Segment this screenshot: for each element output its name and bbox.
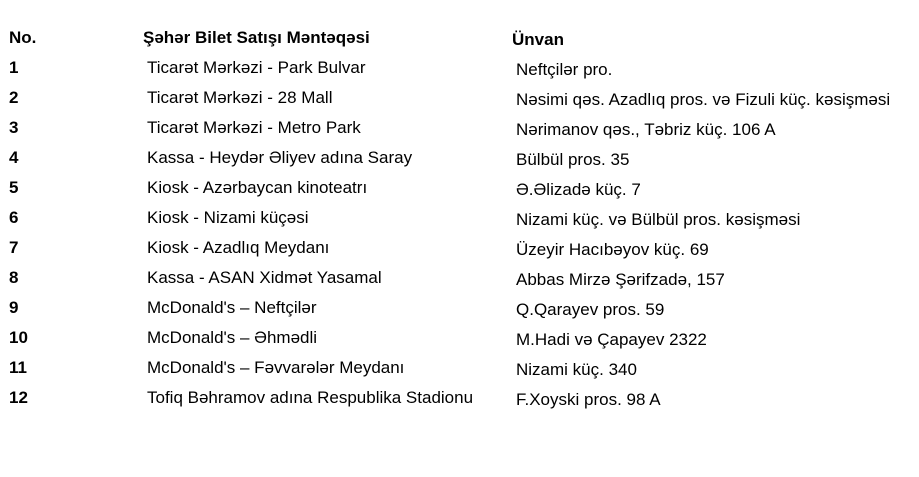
row-address: Nizami küç. və Bülbül pros. kəsişməsi xyxy=(516,210,801,229)
table-row xyxy=(0,208,919,238)
table-row xyxy=(0,148,919,178)
row-address: Nəsimi qəs. Azadlıq pros. və Fizuli küç. kəsişməsi xyxy=(516,90,891,109)
table-row xyxy=(0,268,919,298)
row-name: Kassa - Heydər Əliyev adına Saray xyxy=(147,148,413,167)
header-address: Ünvan xyxy=(512,30,564,49)
row-no: 7 xyxy=(9,238,19,257)
table-row xyxy=(0,298,919,328)
row-address: Q.Qarayev pros. 59 xyxy=(516,300,665,319)
row-address: Neftçilər pro. xyxy=(516,60,613,79)
row-no: 8 xyxy=(9,268,19,287)
row-address: Nizami küç. 340 xyxy=(516,360,637,379)
row-name: McDonald's – Əhmədli xyxy=(147,328,318,347)
table-header-row xyxy=(0,28,919,58)
row-no: 9 xyxy=(9,298,19,317)
row-name: McDonald's – Neftçilər xyxy=(147,298,317,317)
table-row xyxy=(0,58,919,88)
row-address: Nərimanov qəs., Təbriz küç. 106 A xyxy=(516,120,776,139)
row-name: McDonald's – Fəvvarələr Meydanı xyxy=(147,358,405,377)
row-name: Kiosk - Azərbaycan kinoteatrı xyxy=(147,178,368,197)
table-row xyxy=(0,358,919,388)
row-name: Kassa - ASAN Xidmət Yasamal xyxy=(147,268,382,287)
row-no: 10 xyxy=(9,328,28,347)
table-row xyxy=(0,328,919,358)
row-no: 11 xyxy=(9,358,27,377)
header-name: Şəhər Bilet Satışı Məntəqəsi xyxy=(143,28,370,47)
row-address: M.Hadi və Çapayev 2322 xyxy=(516,330,707,349)
row-no: 12 xyxy=(9,388,28,407)
row-no: 6 xyxy=(9,208,19,227)
row-no: 3 xyxy=(9,118,19,137)
row-no: 2 xyxy=(9,88,19,107)
table-row xyxy=(0,388,919,418)
table-row xyxy=(0,118,919,148)
row-address: F.Xoyski pros. 98 A xyxy=(516,390,661,409)
row-address: Bülbül pros. 35 xyxy=(516,150,630,169)
row-name: Tofiq Bəhramov adına Respublika Stadionu xyxy=(147,388,474,407)
row-address: Üzeyir Hacıbəyov küç. 69 xyxy=(516,240,709,259)
table-row xyxy=(0,238,919,268)
row-name: Ticarət Mərkəzi - Metro Park xyxy=(147,118,361,137)
row-name: Kiosk - Nizami küçəsi xyxy=(147,208,309,227)
table-row xyxy=(0,178,919,208)
row-name: Ticarət Mərkəzi - Park Bulvar xyxy=(147,58,366,77)
row-name: Ticarət Mərkəzi - 28 Mall xyxy=(147,88,333,107)
row-address: Ə.Əlizadə küç. 7 xyxy=(516,180,641,199)
row-name: Kiosk - Azadlıq Meydanı xyxy=(147,238,330,257)
row-no: 4 xyxy=(9,148,19,167)
row-address: Abbas Mirzə Şərifzadə, 157 xyxy=(516,270,725,289)
row-no: 1 xyxy=(9,58,19,77)
table-row xyxy=(0,88,919,118)
header-no: No. xyxy=(9,28,37,47)
row-no: 5 xyxy=(9,178,19,197)
